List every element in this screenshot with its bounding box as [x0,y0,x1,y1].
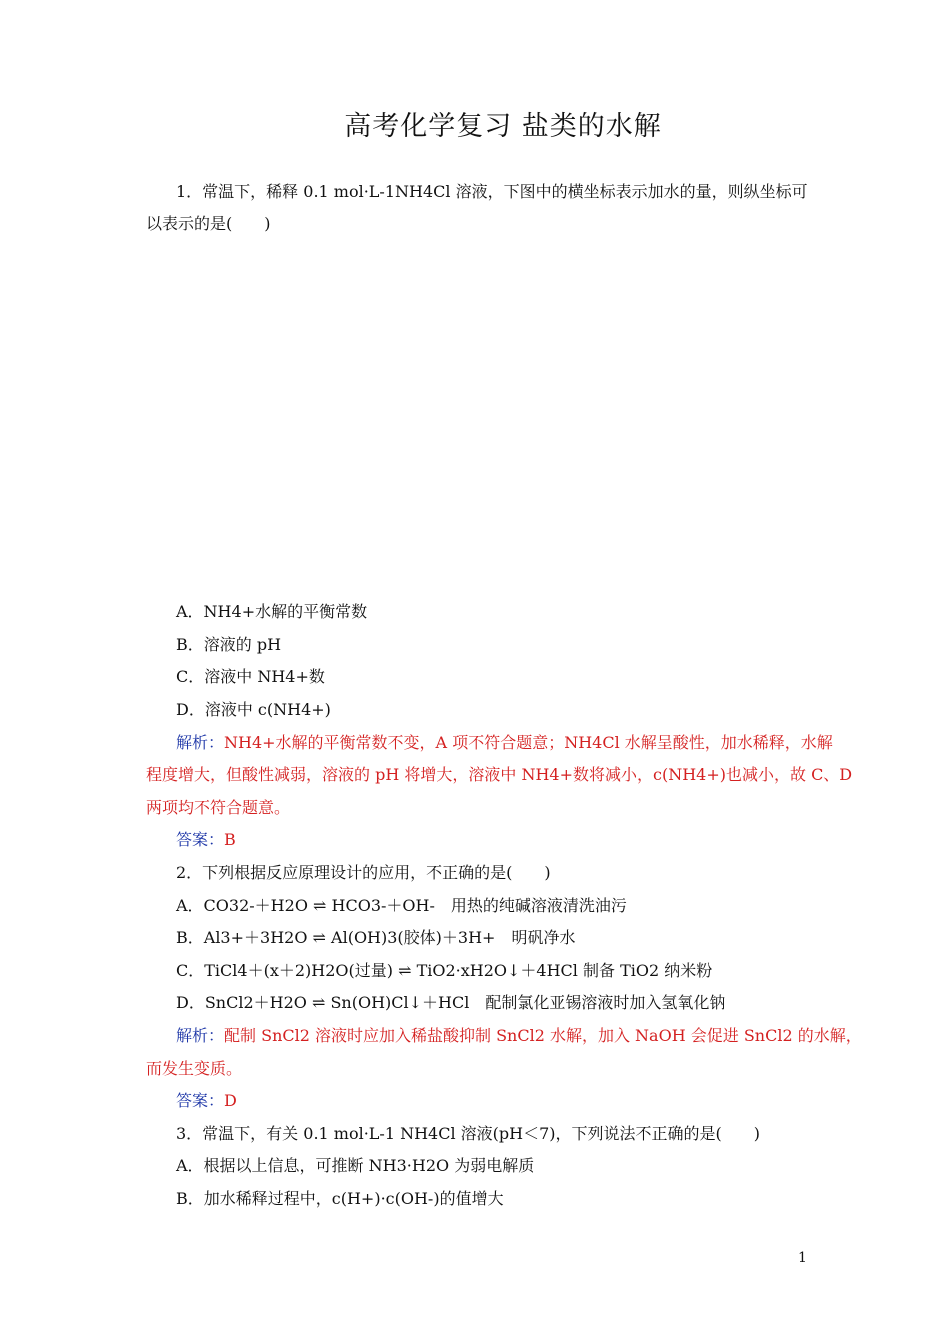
q1-stem-line1: 1．常温下，稀释 0.1 mol·L-1NH4Cl 溶液，下图中的横坐标表示加水的量，则纵坐标可 [176,182,808,201]
q1-option-d: D．溶液中 c(NH4+) [176,700,331,719]
q1-analysis-label: 解析： [176,733,225,752]
q3-stem: 3．常温下，有关 0.1 mol·L-1 NH4Cl 溶液(pH＜7)，下列说法不正确的是( ) [176,1124,761,1143]
q1-analysis-line3: 两项均不符合题意。 [146,798,291,817]
q2-option-a: A．CO32-＋H2O ⇌ HCO3-＋OH- 用热的纯碱溶液清洗油污 [176,896,627,915]
q2-answer [176,1089,816,1113]
q1-option-c: C．溶液中 NH4+数 [176,667,325,686]
q1-answer-label: 答案： [176,830,225,849]
q2-answer-label: 答案： [176,1091,225,1110]
q2-analysis-label: 解析： [176,1026,225,1045]
q2-stem: 2．下列根据反应原理设计的应用，不正确的是( ) [176,863,551,882]
q2-option-b: B．Al3+＋3H2O ⇌ Al(OH)3(胶体)＋3H+ 明矾净水 [176,928,576,947]
q1-answer [176,828,816,852]
q2-option-c: C．TiCl4＋(x＋2)H2O(过量) ⇌ TiO2·xH2O↓＋4HCl 制备 TiO2 纳米粉 [176,961,713,980]
page-number: 1 [798,1250,807,1266]
q2-analysis-line1 [176,1024,862,1048]
q3-option-a: A．根据以上信息，可推断 NH3·H2O 为弱电解质 [176,1156,535,1175]
q2-analysis-text1: 配制 SnCl2 溶液时应加入稀盐酸抑制 SnCl2 水解，加入 NaOH 会促进 SnCl2 的水解， [224,1026,862,1045]
q2-answer-value: D [224,1091,237,1110]
q1-answer-value: B [224,830,236,849]
q2-analysis-line2: 而发生变质。 [146,1059,243,1078]
q3-option-b: B．加水稀释过程中，c(H+)·c(OH-)的值增大 [176,1189,504,1208]
q1-analysis-line1 [176,731,833,755]
q2-option-d: D．SnCl2＋H2O ⇌ Sn(OH)Cl↓＋HCl 配制氯化亚锡溶液时加入氢氧化钠 [176,993,726,1012]
page-title: 高考化学复习 盐类的水解 [344,111,662,142]
q1-stem-line2: 以表示的是( ) [146,214,271,233]
q1-option-a: A．NH4+水解的平衡常数 [176,602,368,621]
q1-option-b: B．溶液的 pH [176,635,282,654]
q1-analysis-line2: 程度增大，但酸性减弱，溶液的 pH 将增大，溶液中 NH4+数将减小，c(NH4+)也减小，故 C、D [146,765,853,784]
q1-analysis-text1: NH4+水解的平衡常数不变，A 项不符合题意；NH4Cl 水解呈酸性，加水稀释，水解 [224,733,833,752]
